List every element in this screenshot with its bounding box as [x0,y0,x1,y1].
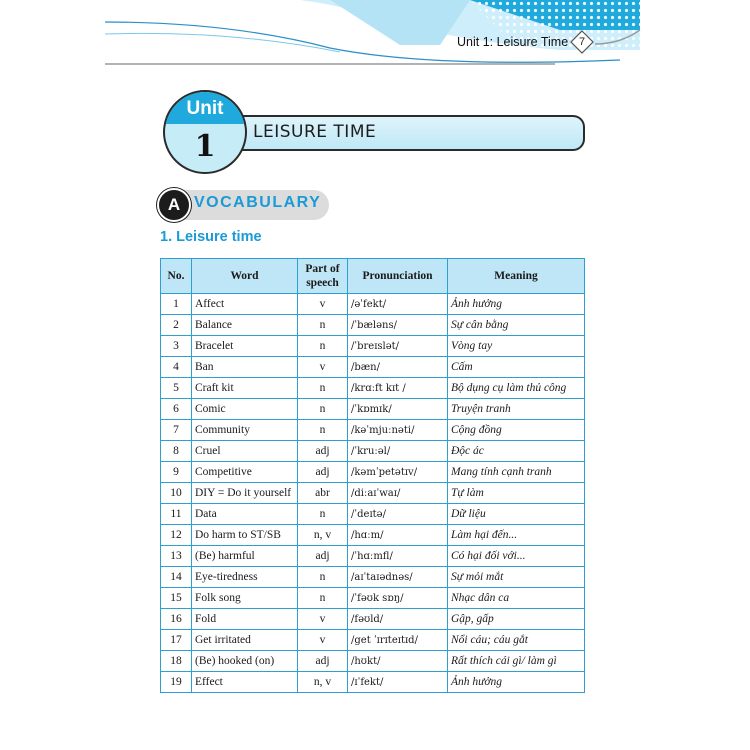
cell-word: Community [192,420,298,441]
table-row [161,630,585,651]
table-row [161,420,585,441]
table-row [161,399,585,420]
cell-meaning: Gập, gấp [448,609,585,630]
cell-number: 14 [161,567,192,588]
unit-banner [163,88,588,172]
section-heading [157,188,329,222]
cell-pronunciation: /bæn/ [348,357,448,378]
cell-pronunciation: /ˈkruːəl/ [348,441,448,462]
cell-part-of-speech: adj [298,546,348,567]
cell-number: 3 [161,336,192,357]
cell-word: Ban [192,357,298,378]
cell-pronunciation: /ˈfəʊk sɒŋ/ [348,588,448,609]
cell-word: Cruel [192,441,298,462]
cell-part-of-speech: v [298,357,348,378]
cell-meaning: Nhạc dân ca [448,588,585,609]
cell-pronunciation: /fəʊld/ [348,609,448,630]
cell-meaning: Sự mỏi mắt [448,567,585,588]
unit-title-bar [223,115,585,151]
table-row [161,378,585,399]
cell-meaning: Làm hại đến... [448,525,585,546]
table-row [161,357,585,378]
running-title: Unit 1: Leisure Time [457,35,569,49]
cell-word: Fold [192,609,298,630]
vocabulary-table [160,258,585,693]
cell-part-of-speech: adj [298,441,348,462]
cell-part-of-speech: v [298,609,348,630]
cell-part-of-speech: n [298,588,348,609]
column-header-part-of-speech: Part of speech [298,259,348,294]
cell-pronunciation: /ˈkɒmɪk/ [348,399,448,420]
cell-part-of-speech: n [298,378,348,399]
cell-part-of-speech: adj [298,651,348,672]
cell-word: (Be) hooked (on) [192,651,298,672]
cell-meaning: Ảnh hưởng [448,294,585,315]
cell-meaning: Ảnh hưởng [448,672,585,693]
cell-word: Do harm to ST/SB [192,525,298,546]
cell-number: 15 [161,588,192,609]
column-header-meaning: Meaning [448,259,585,294]
cell-number: 18 [161,651,192,672]
table-row [161,609,585,630]
cell-word: Craft kit [192,378,298,399]
cell-pronunciation: /aɪˈtaɪədnəs/ [348,567,448,588]
cell-word: Eye-tiredness [192,567,298,588]
cell-meaning: Vòng tay [448,336,585,357]
cell-number: 11 [161,504,192,525]
cell-meaning: Bộ dụng cụ làm thủ công [448,378,585,399]
cell-part-of-speech: n [298,399,348,420]
cell-word: Affect [192,294,298,315]
cell-meaning: Nổi cáu; cáu gắt [448,630,585,651]
section-letter: A [167,195,181,214]
cell-number: 5 [161,378,192,399]
cell-meaning: Dữ liệu [448,504,585,525]
cell-number: 19 [161,672,192,693]
cell-meaning: Tự làm [448,483,585,504]
unit-number: 1 [194,129,216,164]
header-band [0,0,750,80]
cell-pronunciation: /get ˈɪrɪteɪtɪd/ [348,630,448,651]
cell-word: Bracelet [192,336,298,357]
cell-part-of-speech: n [298,567,348,588]
cell-part-of-speech: adj [298,462,348,483]
cell-number: 7 [161,420,192,441]
unit-number-badge [163,90,247,174]
header-swoosh-graphic [0,0,750,80]
table-header-row [161,259,585,294]
cell-pronunciation: /kəmˈpetətɪv/ [348,462,448,483]
cell-part-of-speech: n [298,420,348,441]
table-row [161,441,585,462]
section-letter-badge [157,188,191,222]
cell-number: 6 [161,399,192,420]
cell-word: Comic [192,399,298,420]
cell-part-of-speech: v [298,630,348,651]
unit-label: Unit [186,98,224,119]
cell-part-of-speech: n, v [298,672,348,693]
cell-number: 1 [161,294,192,315]
cell-word: Effect [192,672,298,693]
cell-pronunciation: /əˈfekt/ [348,294,448,315]
table-row [161,336,585,357]
column-header-pronunciation: Pronunciation [348,259,448,294]
cell-part-of-speech: n [298,315,348,336]
cell-part-of-speech: n, v [298,525,348,546]
table-row [161,651,585,672]
cell-pronunciation: /krɑːft kɪt / [348,378,448,399]
cell-pronunciation: /ˈhɑːmfl/ [348,546,448,567]
cell-part-of-speech: n [298,504,348,525]
cell-number: 2 [161,315,192,336]
cell-number: 9 [161,462,192,483]
column-header-no: No. [161,259,192,294]
cell-pronunciation: /ˈbæləns/ [348,315,448,336]
cell-word: (Be) harmful [192,546,298,567]
cell-part-of-speech: abr [298,483,348,504]
cell-meaning: Cộng đồng [448,420,585,441]
cell-meaning: Độc ác [448,441,585,462]
cell-meaning: Mang tính cạnh tranh [448,462,585,483]
page-number: 7 [578,36,586,48]
cell-pronunciation: /kəˈmjuːnəti/ [348,420,448,441]
table-row [161,546,585,567]
cell-pronunciation: /ˈbreɪslət/ [348,336,448,357]
table-row [161,315,585,336]
cell-pronunciation: /ɪˈfekt/ [348,672,448,693]
cell-word: Competitive [192,462,298,483]
column-header-word: Word [192,259,298,294]
cell-meaning: Cấm [448,357,585,378]
table-row [161,567,585,588]
cell-number: 8 [161,441,192,462]
table-row [161,672,585,693]
table-row [161,462,585,483]
table-row [161,504,585,525]
cell-meaning: Truyện tranh [448,399,585,420]
cell-word: Folk song [192,588,298,609]
cell-word: Data [192,504,298,525]
table-row [161,294,585,315]
cell-number: 13 [161,546,192,567]
cell-part-of-speech: n [298,336,348,357]
cell-meaning: Sự cân bằng [448,315,585,336]
cell-meaning: Rất thích cái gì/ làm gì [448,651,585,672]
cell-number: 12 [161,525,192,546]
cell-number: 16 [161,609,192,630]
cell-meaning: Có hại đối với... [448,546,585,567]
cell-pronunciation: /diːaɪˈwaɪ/ [348,483,448,504]
cell-pronunciation: /ˈdeɪtə/ [348,504,448,525]
table-row [161,588,585,609]
cell-part-of-speech: v [298,294,348,315]
cell-pronunciation: /hʊkt/ [348,651,448,672]
cell-word: Get irritated [192,630,298,651]
cell-word: Balance [192,315,298,336]
cell-number: 17 [161,630,192,651]
table-row [161,483,585,504]
cell-number: 4 [161,357,192,378]
table-body [161,294,585,693]
table-row [161,525,585,546]
cell-pronunciation: /hɑːm/ [348,525,448,546]
cell-number: 10 [161,483,192,504]
cell-word: DIY = Do it yourself [192,483,298,504]
subsection-title: 1. Leisure time [160,229,262,245]
page-number-badge [570,30,594,54]
section-title: VOCABULARY [194,194,322,211]
unit-title: LEISURE TIME [253,122,377,142]
